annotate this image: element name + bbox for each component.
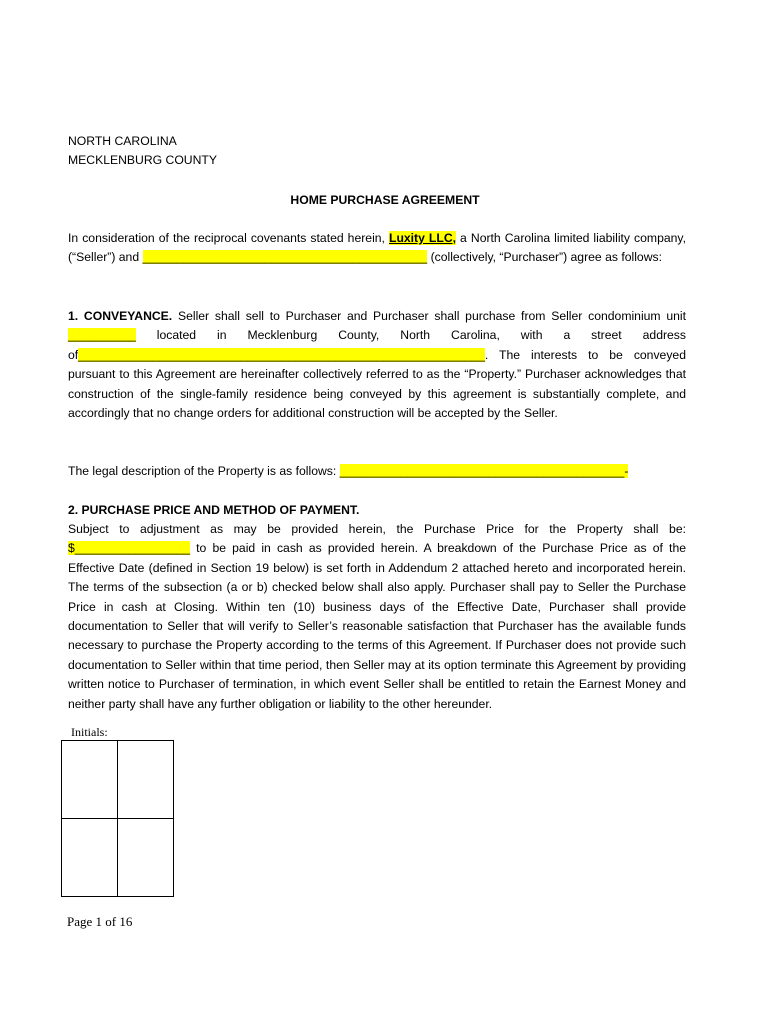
page-total: 16: [119, 914, 133, 929]
page-of-label: of: [102, 914, 120, 929]
initials-cell[interactable]: [62, 819, 118, 897]
intro-paragraph: [68, 229, 686, 268]
state-line: NORTH CAROLINA: [68, 134, 177, 148]
legal-description-line: [68, 462, 686, 481]
conveyance-text: Seller shall sell to Purchaser and Purchaser shall purchase from Seller condominium unit: [172, 309, 686, 323]
initials-cell[interactable]: [62, 741, 118, 819]
intro-text: In consideration of the reciprocal covenants stated herein,: [68, 231, 389, 245]
page-current: 1: [95, 914, 103, 929]
county-line: MECKLENBURG COUNTY: [68, 153, 217, 167]
purchase-price-text-2: to be paid in cash as provided herein. A breakdown of the Purchase Price as of the Effective Date (defined in Section 19 below) is set forth in Addendum 2 attached hereto and incorporated herein. The terms of the subsection (a or b) checked below shall also apply. Purchaser shall pay to Seller the Purchase Price in cash at Closing. Within ten (10) business days of the Effective Date, Purchaser shall provide documentation to Seller that will verify to Seller’s reasonable satisfaction that Purchaser has the available funds necessary to purchase the Property according to the terms of this Agreement. If Purchaser does not provide such documentation to Seller within that time period, then Seller may at its option terminate this Agreement by providing written notice to Purchaser of termination, in which event Seller shall be entitled to retain the Earnest Money and neither party shall have any further obligation or liability to the other hereunder.: [68, 541, 686, 711]
conveyance-text-2: located in Mecklenburg County, North Carolina, with a street address of: [68, 328, 686, 362]
purchase-price-heading: 2. PURCHASE PRICE AND METHOD OF PAYMENT.: [68, 503, 360, 517]
purchase-price-field[interactable]: $_________________: [68, 541, 191, 556]
purchaser-name-field[interactable]: __________________________________________: [142, 250, 428, 265]
seller-name-field[interactable]: Luxity LLC,: [389, 231, 457, 245]
intro-text-3: (collectively, “Purchaser”) agree as follows:: [427, 250, 662, 265]
page-label: Page: [67, 914, 96, 929]
intro-text-2: a North Carolina limited liability company, (“Seller”) and: [68, 231, 686, 265]
initials-cell[interactable]: [118, 741, 174, 819]
initials-cell[interactable]: [118, 819, 174, 897]
purchase-price-paragraph: [68, 520, 686, 714]
purchase-price-text: Subject to adjustment as may be provided herein, the Purchase Price for the Property shall be:: [68, 522, 686, 536]
document-title: HOME PURCHASE AGREEMENT: [290, 193, 480, 207]
unit-number-field[interactable]: __________: [68, 328, 136, 343]
page-number: [67, 912, 685, 931]
initials-label: Initials:: [71, 725, 108, 739]
street-address-field[interactable]: ____________________________________________________________: [78, 347, 485, 362]
conveyance-paragraph: [68, 307, 686, 423]
conveyance-text-3: . The interests to be conveyed pursuant to this Agreement are hereinafter collectively referred to as the “Property.” Purchaser acknowledges that construction of the single-family residence being conveyed by this agreement is substantially complete, and accordingly that no change orders for additional construction will be accepted by the Seller.: [68, 347, 686, 421]
legal-description-label: The legal description of the Property is as follows:: [68, 464, 340, 478]
initials-box: [61, 740, 174, 897]
conveyance-heading: 1. CONVEYANCE.: [68, 309, 173, 323]
legal-description-field[interactable]: __________________________________________-: [339, 464, 629, 478]
